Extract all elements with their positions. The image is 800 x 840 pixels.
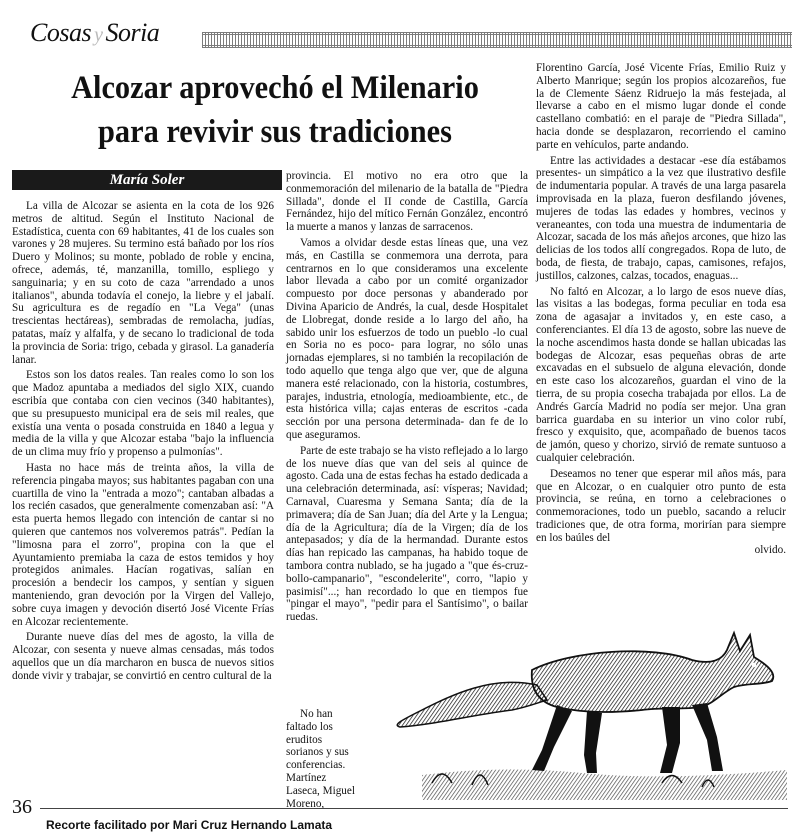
paragraph: Estos son los datos reales. Tan reales como lo son los que Madoz apuntaba a mediados del siglo XIX, cuando escribía que contaba con cien vecinos (340 habitantes), que su presupuesto municipal era de seis mil reales, que existía una venta o posada construida en 1840 a legua y media de la villa y que Alcozar estaba "bajo la influencia de un clima muy frío y propenso a pulmonías". — [12, 369, 274, 459]
paragraph: Hasta no hace más de treinta años, la villa de referencia pingaba mayos; sus habitantes pagaban con una cuartilla de vino la "entrada a mozo"; cantaban albadas a los recién casados, que generalmente comenzaban así: "A esta puerta hemos llegado con intención de cantar si no quieren que cantemos nos volveremos patrás". Pedían la "limosna para el zorro", propina con la que el Ayuntamiento premiaba la caza de estos temidos y hoy protegidos animales. Hacían rogativas, salían en procesión a bendecir los campos, y sentían y siguen manteniendo, gran devoción por la Virgen del Vallejo, sobre cuya imagen y devoción disertó José Vicente Frías en Alcozar recientemente. — [12, 461, 274, 628]
column-2 — [286, 170, 528, 650]
paragraph: provincia. El motivo no era otro que la conmemoración del milenario de la batalla de "Piedra Sillada", donde el II conde de Castilla, García Fernández, hijo del mítico Fernán González, encontró la muerte a manos y lanzas de sarracenos. — [286, 170, 528, 234]
paragraph: No han faltado los eruditos sorianos y sus conferencias. Martínez Laseca, Miguel Moreno, — [286, 708, 355, 810]
header-rule — [202, 32, 792, 48]
fox-illustration — [362, 615, 787, 800]
page-number: 36 — [12, 796, 32, 818]
column-2-tail — [286, 708, 356, 810]
paragraph: La villa de Alcozar se asienta en la cota de los 926 metros de altitud. Según el Instituto Nacional de Estadística, cuenta con 69 habitantes, 41 de los cuales son varones y 28 mujeres. Su termino está bañado por los ríos Duero y Molinos; su monte, poblado de roble y encina, ofrece, además, té, manzanilla, tomillo, espliego y sanguinaria; y en su coto de caza "arrendado a unos italianos", abunda todavía el conejo, la liebre y el jabalí. Su agricultura es de regadío en "La Vega" (unas trescientas hectáreas), sembradas de remolacha, judías, patatas, maíz y alfalfa, y de secano lo tradicional de toda la provincia de Soria: trigo, cebada y girasol. La ganadería lanar. — [12, 200, 274, 366]
byline: María Soler — [12, 170, 282, 190]
column-3 — [536, 62, 786, 642]
section-title — [30, 18, 159, 48]
page-rule — [40, 808, 788, 809]
closing-word: olvido. — [754, 544, 786, 557]
article-title — [59, 66, 491, 154]
paragraph: Deseamos no tener que esperar mil años más, para que en Alcozar, o en cualquier otro punto de esta provincia, se reúna, en torno a celebraciones o conmemoraciones, todo un pueblo, sacando a relucir tradiciones que, de otra forma, morirían para siempre en los baúles del — [536, 467, 786, 544]
paragraph: Durante nueve días del mes de agosto, la villa de Alcozar, con sesenta y nueve almas censadas, más todos aquellos que un día marcharon en busca de nuevos sitios donde vivir y trabajar, se convirtió en centro cultural de la — [12, 631, 274, 682]
clipping-credit: Recorte facilitado por Mari Cruz Hernando Lamata — [46, 818, 333, 832]
paragraph: No faltó en Alcozar, a lo largo de esos nueve días, las visitas a las bodegas, forma peculiar en toda esa zona de agasajar a invitados y, en este caso, a conferenciantes. El día 13 de agosto, sobre las nueve de la noche ascendimos hasta donde se hallan ubicadas las bodegas de Alcozar, esas pequeñas obras de arte excavadas en el subsuelo de alguna elevación, donde en este caso los alcozareños, guardan el vino de la tierra, de su propia cosecha trabajada por ellos. La de Andrés García Madrid no podía ser mejor. Una gran barrica guardaba en su interior un vino color rubí, fresco y exquisito, que, acompañado de buenos tacos de jamón, queso y chorizo, sirvió de remate suntuoso a cualquier celebración. — [536, 285, 786, 464]
section-title-left: Cosas — [30, 18, 92, 47]
section-title-right: Soria — [105, 18, 160, 47]
paragraph: Vamos a olvidar desde estas líneas que, una vez más, en Castilla se conmemora una derrota, para centrarnos en lo que consideramos una excelente labor llevada a cabo por un comité organizador compuesto por doce personas y abanderado por Divina Aparicio de Andrés, la cual, desde Hospitalet de Llobregat, donde reside a lo largo del año, ha sabido unir los esfuerzos de todo un pueblo -lo cual en Soria no es poco- para lograr, no sólo unas jornadas ejemplares, si no también la recopilación de todo aquello que tenga algo que ver, que de alguna manera esté relacionado, con la historia, costumbres, parajes, industria, etnología, medioambiente, etc., de esta histórica villa; cajas enteras de escritos -cada sección por una persona determinada- dan fe de lo que aseguramos. — [286, 236, 528, 441]
paragraph: Parte de este trabajo se ha visto reflejado a lo largo de los nueve días que van del seis al quince de agosto. Cada una de estas fechas ha estado dedicada a una celebración determinada, así: vísperas; Navidad; Carnaval, Cuaresma y Semana Santa; día de la primavera; día de San Juan; día del Arte y la Lengua; día de la Agricultura; día de la Virgen; día de los antepasados; y día de la hermandad. Durante estos días han repicado las campanas, ha habido toque de tambora contra nublado, se ha jugado a "que és-cruz-bollo-campanario", "escondelerite", corro, "lapio y pasimisí"...; han recordado lo que en tiempos fue "pingar el mayo", "pedir para el Santísimo", o bailar ruedas. — [286, 444, 528, 624]
article-title-line1: Alcozar aprovechó el Milenario — [71, 70, 479, 106]
section-title-amp: y — [94, 24, 103, 46]
column-1 — [12, 200, 274, 795]
paragraph: Entre las actividades a destacar -ese día estábamos presentes- un simpático a la vez que ilustrativo desfile de indumentaria popular. A través de una larga pasarela improvisada en la plaza, fueron desfilando jóvenes, mujeres de todas las edades y hombres, vecinos y veraneantes, con toda una muestra de indumentaria de Alcozar, sacada de los más añejos arcones, que hizo las delicias de los todos allí congregados. Ropa de luto, de boda, de fiesta, de trabajo, capas, camisones, refajos, justillos, calzones, calzas, tocados, enaguas... — [536, 154, 786, 282]
paragraph: Florentino García, José Vicente Frías, Emilio Ruiz y Alberto Manrique; según los propios alcozareños, fue la de Clemente Sáenz Ridruejo la más festejada, al llevarse a cabo en el mismo lugar donde el conde castellano combatió: en el paraje de "Piedra Sillada", hacia donde se desplazaron, recorriendo el camino parte en vehículos, parte andando. — [536, 62, 786, 151]
section-header — [12, 8, 792, 48]
article-title-line2: para revivir sus tradiciones — [98, 114, 452, 150]
